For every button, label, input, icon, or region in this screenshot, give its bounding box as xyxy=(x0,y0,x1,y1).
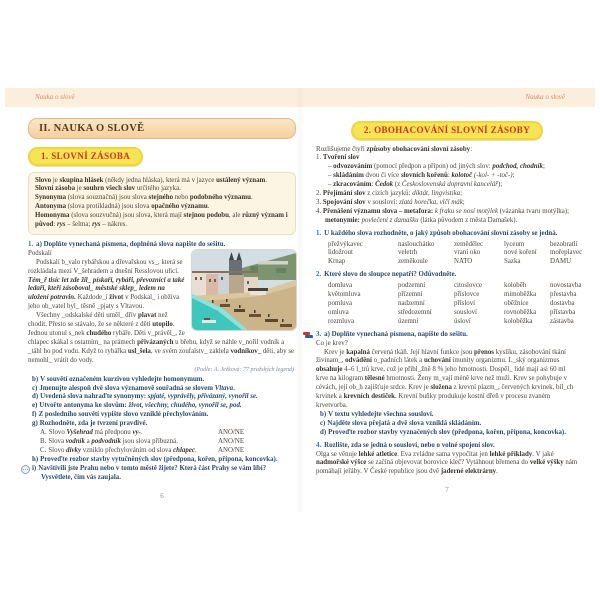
intro-item-1 xyxy=(316,154,578,163)
text-run: Uvedená slova nahraďte synonymy: xyxy=(40,393,148,401)
text-run: skupina hlásek xyxy=(59,176,104,184)
chapter-banner: II. NAUKA O SLOVĚ xyxy=(28,118,296,139)
text-run: nadmořské výšce xyxy=(316,459,367,467)
text-run: . Jednou utonul s_nek xyxy=(28,321,175,337)
word-cell: příslovce xyxy=(454,291,480,299)
task-e xyxy=(32,402,296,411)
word-cell: zástavba xyxy=(550,317,574,325)
text-run: – nákres. xyxy=(100,221,128,229)
intro-item-1b xyxy=(316,172,578,181)
text-run: . Eva zvládne sama vypočítat jen xyxy=(397,450,490,458)
task-letter: i) xyxy=(32,464,37,472)
task-g xyxy=(32,420,296,429)
task-d xyxy=(320,429,578,438)
text-run: Spojování slov xyxy=(322,198,366,206)
krev-title xyxy=(316,340,578,349)
text-run: o_padních látek a xyxy=(371,357,424,365)
text-run: lehké příklady xyxy=(489,450,533,458)
text-run: zlatá horečka, vlčí mák xyxy=(399,198,463,206)
text-run: . xyxy=(496,468,498,476)
text-run: Homonyma xyxy=(35,212,70,220)
text-run: , ale xyxy=(228,212,243,220)
intro-line xyxy=(316,146,578,155)
task-letter: h) xyxy=(32,455,39,463)
statement-letter: C. xyxy=(40,446,47,454)
text-run: (pomocí předpon a přípon) od jiných slov: xyxy=(372,163,493,171)
text-run: – xyxy=(328,172,334,180)
text-run: povlečení z damašku xyxy=(361,216,419,224)
text-run: a xyxy=(84,437,92,445)
intro-item-3 xyxy=(316,199,578,208)
text-run: nebo xyxy=(173,194,190,202)
text-run: a) Doplňte vynechaná písmena, doplněná slova napište do sešitu. xyxy=(36,240,226,248)
task-letter: d) xyxy=(320,428,327,436)
exercise-2-heading xyxy=(316,271,578,280)
definition-line xyxy=(35,177,289,186)
text-run: . xyxy=(250,194,253,202)
text-run: kolotoč xyxy=(451,172,473,180)
text-run: než chodit. Přesto se stávalo, že se některé z dětí xyxy=(28,312,168,329)
text-run: vodník xyxy=(65,437,85,445)
podskali-passage xyxy=(28,250,296,366)
word-cell: zemědělec xyxy=(454,240,484,248)
text-run: různý význam i původ xyxy=(35,212,288,229)
text-run: je xyxy=(51,176,60,184)
text-run: Podskalí xyxy=(28,249,52,257)
exercise-number: 1. xyxy=(316,229,322,237)
text-run: Najděte slova přejatá a dvě slova vzniklá skládáním. xyxy=(327,419,482,427)
running-head-left: Nauka o slově xyxy=(35,93,75,101)
page-gutter xyxy=(296,88,304,512)
task-d xyxy=(32,393,296,402)
section-badge-obohacovani-wrap xyxy=(316,120,578,140)
task-letter: c) xyxy=(32,384,38,392)
statement-b xyxy=(40,438,296,447)
task-letter: e) xyxy=(32,402,38,410)
word-cell: podzemní xyxy=(398,282,426,290)
text-run: krevních destiček xyxy=(343,393,395,401)
text-run: ); xyxy=(497,181,503,189)
text-run: Československá dopravní kancelář xyxy=(401,181,498,189)
text-run: obsahuje xyxy=(316,366,343,374)
text-run: vzniklo přechylováním od slova xyxy=(81,446,174,454)
word-cell: přízemní xyxy=(398,291,423,299)
text-run: plavat xyxy=(138,312,157,320)
page-left xyxy=(28,118,296,500)
text-run: chudého xyxy=(86,330,112,337)
text-run: velké výšky xyxy=(529,459,564,467)
text-run: . xyxy=(140,429,143,437)
text-run: Rozhodněte, zda je tvrzení pravdivé. xyxy=(39,420,148,428)
text-run: usl_šela xyxy=(127,347,151,355)
text-run: Synonyma xyxy=(35,194,67,202)
word-cell: NATO xyxy=(454,258,473,266)
text-run: ; xyxy=(512,172,515,180)
word-cell: rozmluva xyxy=(328,317,355,325)
exercise-1-heading xyxy=(316,230,578,239)
text-run: utopilo xyxy=(152,321,173,329)
text-run: nám pomáhají jeřáby. V České republice jsou dvě xyxy=(316,459,578,476)
krev-paragraph xyxy=(316,349,578,411)
text-run: tělesné xyxy=(364,375,385,383)
text-run: vy- xyxy=(132,429,141,437)
text-run: a) Doplňte vynechaná písmena, napište do sešitu. xyxy=(324,330,468,338)
text-run: : xyxy=(53,221,58,229)
task-letter: d) xyxy=(32,393,39,401)
text-run: . xyxy=(233,384,235,392)
text-run: rys xyxy=(57,221,66,229)
page-number-right: 7 xyxy=(445,486,449,495)
text-run: spjaté, vyprávěly, přivázaný, vynořil se. xyxy=(147,393,258,401)
text-run: Každode_í xyxy=(75,294,110,302)
section-badge-slovni-zasoba: 1. SLOVNÍ ZÁSOBA xyxy=(28,147,143,166)
text-run: v sousloví: xyxy=(365,198,400,206)
text-run: : xyxy=(470,145,473,153)
text-run: imunity organizmu. L_ský organizmus xyxy=(450,357,560,365)
word-cell: přístavba xyxy=(550,308,576,316)
book-icon xyxy=(303,332,313,339)
statement-c xyxy=(40,447,296,456)
text-run: Podskalí b_valo rybářskou a dřevařskou vs_, která se rozkládala mezi V_šehradem a dnešní Resslovou ulicí. xyxy=(28,258,183,275)
text-run: rybáře. Děti v_právěl_, že chlapec skákal s ostatním_ na prámech xyxy=(28,330,185,346)
text-run: – xyxy=(328,163,334,171)
word-cell: omluva xyxy=(328,308,349,316)
text-run: (slova souznačná) jsou slova xyxy=(66,194,149,202)
word-cell: veletrh xyxy=(398,249,418,257)
section-badge-obohacovani: 2. OBOHACOVÁNÍ SLOVNÍ ZÁSOBY xyxy=(351,121,543,140)
text-run: (slova souzvučná) jsou slova, která mají xyxy=(69,212,184,220)
word-cell: územní xyxy=(398,317,419,325)
text-run: souhrn všech slov xyxy=(83,185,136,193)
text-run: . xyxy=(207,203,210,211)
text-run: způsoby obohacování slovní zásoby xyxy=(366,145,471,153)
text-run: lehké atletice xyxy=(358,450,398,458)
text-run: stejného xyxy=(148,194,174,202)
source-attribution xyxy=(28,367,294,373)
text-run: v Podskal_ i obživa jeho ob_vatel byl_ těsně _pjaty s Vltavou. xyxy=(28,294,180,311)
page-right xyxy=(316,118,583,495)
text-run: . xyxy=(194,446,197,454)
text-run: U každého slova rozhodněte, o jaký způsob obohacování slovní zásoby se jedná. xyxy=(324,229,558,237)
text-run: (někdy jedna hláska), která má v jazyce xyxy=(103,176,217,184)
text-run: kapalná xyxy=(346,348,370,356)
text-run: (-kol- + -toč-) xyxy=(472,172,513,180)
word-cell: koloběžka xyxy=(504,317,533,325)
word-cell: DAMU xyxy=(550,258,572,266)
text-run: má předponu xyxy=(92,429,133,437)
text-run: 4. xyxy=(316,207,323,215)
definition-line xyxy=(35,194,289,203)
text-run: . V jaké xyxy=(532,450,554,458)
intro-item-2 xyxy=(316,190,578,199)
text-run: určitého jazyka. xyxy=(135,185,181,193)
text-run: Všechny _odskalské děti uměl_ dřív xyxy=(36,312,139,320)
word-cell: koloběh xyxy=(504,282,527,290)
definition-line xyxy=(35,212,289,230)
word-cell: Krnap xyxy=(328,258,346,266)
text-run: ; xyxy=(462,198,465,206)
text-run: Vltava xyxy=(214,384,234,392)
task-i xyxy=(32,465,296,483)
definition-line xyxy=(35,203,289,212)
word-cell: naslouchátko xyxy=(398,240,435,248)
text-run: rys xyxy=(92,221,101,229)
word-cell: domluva xyxy=(328,282,353,290)
task-b xyxy=(320,411,578,420)
text-run: Co je krev? xyxy=(316,339,348,347)
text-run: Slova xyxy=(48,437,66,445)
text-run: stejnou podobu xyxy=(183,212,229,220)
text-run: Z posledního souvětí vypište slovo vzniklé přechylováním. xyxy=(38,411,209,419)
task-letter: b) xyxy=(320,410,327,418)
word-cell: oběžnice xyxy=(504,300,529,307)
word-cell: zeměkoule xyxy=(398,258,428,266)
word-cell: rovnoběžka xyxy=(504,308,537,316)
text-run: Navštívili jste Prahu nebo v tomto městě žijete? Která část Prahy se vám líbí? Vysvětlete, čím vás zaujala. xyxy=(38,464,267,481)
text-run: Antonyma xyxy=(35,203,67,211)
text-run: Jmenujte alespoň dvě slova významově souřadná se slovem xyxy=(39,384,215,392)
word-cell: mimoběžka xyxy=(504,291,537,299)
text-run: (vázanka tvaru motýlka); xyxy=(498,207,569,215)
task-h xyxy=(32,456,296,465)
word-grid-1 xyxy=(328,240,583,268)
text-run: 4–6 l_trů krve, což je přibl_žně 8 % jeho hmotnosti. Dospěl_ lidé mají asi 60 ml krve na kilogram xyxy=(316,366,566,383)
text-run: Přejímání slov xyxy=(322,190,366,198)
text-run: ; xyxy=(460,190,463,198)
text-run: uchování xyxy=(423,357,451,365)
text-run: Slovo xyxy=(48,429,67,437)
text-run: složena xyxy=(430,384,452,392)
intro-item-1a xyxy=(316,163,578,172)
word-cell: dostavba xyxy=(550,300,575,307)
text-run: (z xyxy=(393,181,402,189)
text-run: Olga se věnuje xyxy=(316,450,359,458)
word-cell: přísloví xyxy=(454,300,476,307)
exercise-4-heading xyxy=(316,442,578,451)
exercise-number: 3. xyxy=(316,330,322,338)
task-letter: b) xyxy=(32,375,39,383)
text-run: opačného významu xyxy=(151,203,208,211)
text-run: 3. xyxy=(316,198,323,206)
text-run: z krevní plazm_, červených krvinek, bíl_ch krvinek a xyxy=(316,384,574,401)
section-badge-slovni-zasoba-wrap xyxy=(28,146,296,166)
text-run: Utvořte antonyma ke slovům: xyxy=(39,402,129,410)
text-run: odvozováním xyxy=(333,163,373,171)
text-run: Slovní zásoba xyxy=(35,185,76,193)
text-run: Tém_ř tisíc let zde žil_ pískaři, rybáři, převozníci a také ledaři, kteří zásoboval_ městské sklep_ ledem na uložení potravin. xyxy=(28,276,185,302)
page-number-left: 6 xyxy=(160,491,164,500)
task-f xyxy=(32,411,296,420)
text-run: (Podle: A. Ježková: 77 pražských legend) xyxy=(194,366,294,373)
text-run: ustálený význam xyxy=(216,176,266,184)
exercise-1-heading xyxy=(28,241,296,250)
text-run: kyslíku, zásobování tkání živinam_, xyxy=(316,348,566,365)
word-cell: sousloví xyxy=(454,308,477,316)
text-run: chlapec xyxy=(173,446,195,454)
task-c xyxy=(32,385,296,394)
word-cell: novostavba xyxy=(550,282,582,290)
task-c xyxy=(320,420,578,429)
text-run: V souvětí označeném kurzivou vyhledejte homonymum. xyxy=(40,375,205,383)
text-run: 2. xyxy=(316,190,323,198)
word-cell: lidožrout xyxy=(328,249,353,257)
statement-letter: A. xyxy=(40,429,47,437)
statement-letter: B. xyxy=(40,437,47,445)
text-run: hmotnosti. Ženy m_vají méně krve než muži. Krev se pohybuje v cévách, její ob_h zajišťuje srdce. Krev je xyxy=(316,375,568,392)
podskali-photo-image xyxy=(192,250,296,330)
word-cell: květomluva xyxy=(328,291,361,299)
text-run: Které slovo do sloupce nepatří? Odůvodněte. xyxy=(324,271,457,279)
text-run: (slova protikladná) jsou slova xyxy=(66,203,152,211)
text-run: . xyxy=(265,176,267,184)
text-run: přivázaných xyxy=(137,338,174,346)
text-run: ; xyxy=(542,163,545,171)
text-run: : xyxy=(447,172,452,180)
text-run: – šelma; xyxy=(65,221,93,229)
text-run: dvou či více xyxy=(363,172,401,180)
text-run: skládáním xyxy=(333,172,364,180)
statement-a xyxy=(40,429,296,438)
exercise-number: 1. xyxy=(28,240,34,248)
exercise-3-heading xyxy=(316,331,578,340)
book-top xyxy=(305,335,313,338)
definitions-box xyxy=(28,172,296,235)
task-letter: c) xyxy=(320,419,326,427)
text-run: dívky xyxy=(66,446,82,454)
text-run: přenos xyxy=(474,348,494,356)
word-cell: lyceum xyxy=(504,240,525,248)
text-run: Tvoření slov xyxy=(322,154,360,162)
word-cell: pomluva xyxy=(328,300,353,307)
text-run: podchod, chodník xyxy=(492,163,543,171)
text-run: u břehu, když se náhle v_nořil vodník a _táhl ho pod vodu. Když to rybářka xyxy=(28,338,285,355)
word-cell: přestavba xyxy=(550,291,577,299)
text-run: Rozlišujeme čtyři xyxy=(316,145,367,153)
text-run: Vyšehrad xyxy=(66,429,93,437)
text-run: slovních kořenů xyxy=(400,172,448,180)
text-run: podvodník xyxy=(91,437,121,445)
exercise-number: 4. xyxy=(316,441,322,449)
word-cell: citoslovce xyxy=(454,282,482,290)
text-run: Slovo xyxy=(48,446,67,454)
word-cell: přežvýkavec xyxy=(328,240,363,248)
intro-item-4 xyxy=(316,208,578,226)
word-cell: mořeplavec xyxy=(550,249,583,257)
text-run: Proveďte rozbor stavby vytučněných slov (předpona, kořen, přípona, koncovka). xyxy=(40,455,278,463)
text-run: odvádění xyxy=(345,357,372,365)
text-run: . Krevní buňky produkuje kostní dřeň v procesu zvaném krvetvorba. xyxy=(316,393,551,409)
text-run: život xyxy=(109,294,124,302)
word-cell: Sazka xyxy=(504,258,521,266)
text-run: (látka původem z města Damašek). xyxy=(418,216,518,224)
text-run: V textu vyhledejte všechna sousloví. xyxy=(328,410,434,418)
podskali-photo xyxy=(192,250,296,330)
discussion-icon xyxy=(21,465,30,474)
text-run: se začíná objevovat borovice kleč? Vytáhnout břemena do xyxy=(366,459,530,467)
word-cell: nadzemní xyxy=(398,300,425,307)
running-head-right: Nauka o slově xyxy=(525,93,565,101)
word-cell: vraní oko xyxy=(454,249,481,257)
text-run: diktát, lingvistika xyxy=(412,190,461,198)
text-run: děti, aby se nemohl_ vrátit do vody. xyxy=(28,347,295,364)
word-grid-2 xyxy=(328,282,582,327)
text-run: je xyxy=(75,185,84,193)
text-run: , ve svém zoufalstv_ zaklela xyxy=(150,347,231,355)
task-b xyxy=(32,376,296,385)
task-letter: f) xyxy=(32,411,37,419)
definition-line xyxy=(35,185,289,194)
word-cell: středozemní xyxy=(398,308,432,316)
text-run: Krev je xyxy=(324,348,347,356)
page-right-content xyxy=(316,120,583,477)
exercise-number: 2. xyxy=(316,271,322,279)
exercise-4-text xyxy=(316,451,578,478)
word-cell: bezobratlí xyxy=(550,240,578,248)
task-letter: g) xyxy=(32,420,38,428)
text-run: Přenášení významu slova – metafora: xyxy=(322,207,434,215)
text-run: – xyxy=(328,181,334,189)
text-run: Rozlište, zda se jedná o sousloví, nebo o volné spojení slov. xyxy=(324,441,495,449)
text-run: jaderné elektrárny xyxy=(440,468,497,476)
text-run: zkracováním xyxy=(333,181,372,189)
text-run: Slovo xyxy=(35,176,52,184)
word-cell: nové koření xyxy=(504,249,537,257)
word-cell: úsloví xyxy=(454,317,471,325)
text-run: červená tkáň. Její hlavní funkce jsou xyxy=(369,348,475,356)
text-run: : xyxy=(371,181,376,189)
text-run: Čedok xyxy=(375,181,394,189)
answer-options: ANO/NE xyxy=(218,446,245,454)
answer-options: ANO/NE xyxy=(218,437,245,445)
text-run: z cizích jazyků: xyxy=(365,190,413,198)
text-run: vodníkov_ xyxy=(230,347,262,355)
text-run: Proveďte rozbor stavby vyznačených slov (předpona, kořen, přípona, koncovka). xyxy=(328,428,566,436)
intro-item-1c xyxy=(316,181,578,190)
text-run: život, všechny, chudého, vynořil se, pod. xyxy=(128,402,242,410)
text-run: podobného významu xyxy=(189,194,251,202)
page-left-content xyxy=(28,118,296,483)
text-run: metonymie: xyxy=(325,216,360,224)
answer-options: ANO/NE xyxy=(218,429,245,437)
text-run: k fraku se nosí motýlek xyxy=(434,207,499,215)
text-run: jsou slova příbuzná. xyxy=(120,437,178,445)
text-run: 1. xyxy=(316,154,323,162)
